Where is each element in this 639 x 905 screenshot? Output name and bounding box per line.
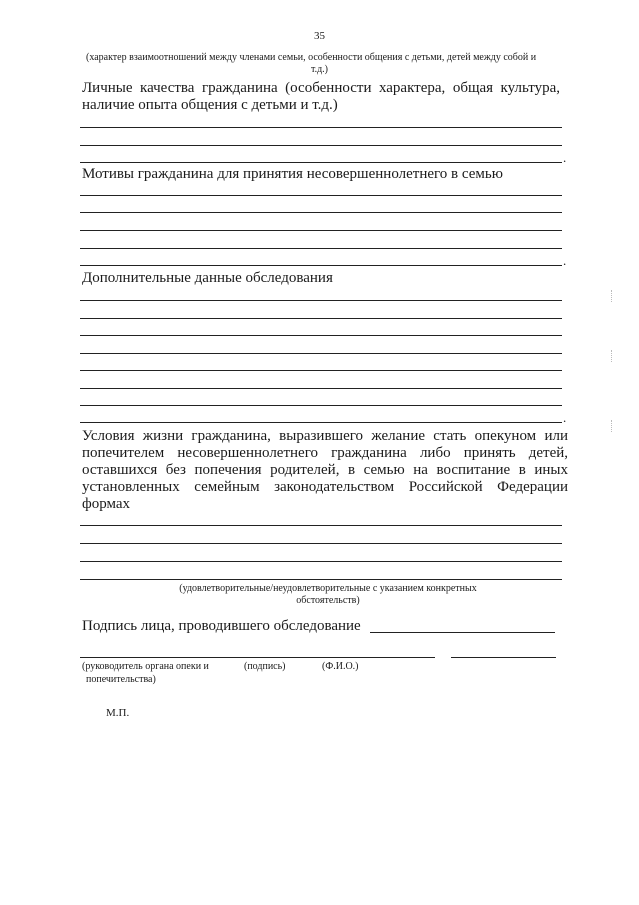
fill-line[interactable]	[80, 195, 562, 196]
living-conditions-line-1: Условия жизни гражданина, выразившего желание стать опекуном или	[82, 428, 568, 444]
head-caption: (руководитель органа опеки и	[82, 661, 209, 672]
fill-line[interactable]	[80, 318, 562, 319]
fill-line[interactable]	[80, 370, 562, 371]
relationships-caption-cont: т.д.)	[310, 64, 329, 75]
motives-heading: Мотивы гражданина для принятия несовершеннолетнего в семью	[82, 166, 503, 182]
personal-qualities-line-2: наличие опыта общения с детьми и т.д.)	[82, 97, 338, 113]
signature-field[interactable]	[370, 632, 555, 633]
fill-line[interactable]	[80, 145, 562, 146]
fill-line[interactable]	[80, 579, 562, 580]
head-signature-line[interactable]	[80, 657, 435, 658]
line-end-mark: .	[563, 253, 567, 268]
scan-artifact	[611, 350, 613, 362]
signature-label: Подпись лица, проводившего обследование	[82, 618, 361, 634]
name-caption: (Ф.И.О.)	[322, 661, 359, 672]
fill-line[interactable]	[80, 335, 562, 336]
fill-line[interactable]	[80, 248, 562, 249]
fill-line[interactable]	[80, 162, 562, 163]
conditions-caption-line-2: обстоятельств)	[296, 595, 360, 606]
head-caption-cont: попечительства)	[86, 674, 156, 685]
scan-artifact	[611, 420, 613, 432]
fill-line[interactable]	[80, 230, 562, 231]
fill-line[interactable]	[80, 422, 562, 423]
fill-line[interactable]	[80, 543, 562, 544]
fill-line[interactable]	[80, 353, 562, 354]
fill-line[interactable]	[80, 265, 562, 266]
line-end-mark: .	[563, 410, 567, 425]
name-line[interactable]	[451, 657, 556, 658]
fill-line[interactable]	[80, 405, 562, 406]
living-conditions-line-2: попечителем несовершеннолетнего гражданина либо принять детей,	[82, 445, 568, 461]
fill-line[interactable]	[80, 212, 562, 213]
fill-line[interactable]	[80, 300, 562, 301]
fill-line[interactable]	[80, 525, 562, 526]
living-conditions-line-3: оставшихся без попечения родителей, в семью на воспитание в иных	[82, 462, 568, 478]
scan-artifact	[611, 290, 613, 302]
relationships-caption: (характер взаимоотношений между членами семьи, особенности общения с детьми, детей между собой и	[86, 52, 537, 63]
living-conditions-line-4: установленных семейным законодательством Российской Федерации	[82, 479, 568, 495]
additional-data-heading: Дополнительные данные обследования	[82, 270, 333, 286]
conditions-caption-line-1: (удовлетворительные/неудовлетворительные с указанием конкретных	[179, 583, 477, 594]
sign-caption: (подпись)	[244, 661, 286, 672]
living-conditions-heading	[82, 428, 568, 513]
conditions-caption	[168, 583, 488, 607]
living-conditions-line-5: формах	[82, 496, 131, 512]
stamp-place: М.П.	[106, 707, 130, 719]
personal-qualities-heading	[82, 80, 560, 114]
fill-line[interactable]	[80, 388, 562, 389]
line-end-mark: .	[563, 150, 567, 165]
fill-line[interactable]	[80, 127, 562, 128]
page-number: 35	[314, 30, 325, 42]
personal-qualities-line-1: Личные качества гражданина (особенности характера, общая культура,	[82, 80, 560, 96]
fill-line[interactable]	[80, 561, 562, 562]
